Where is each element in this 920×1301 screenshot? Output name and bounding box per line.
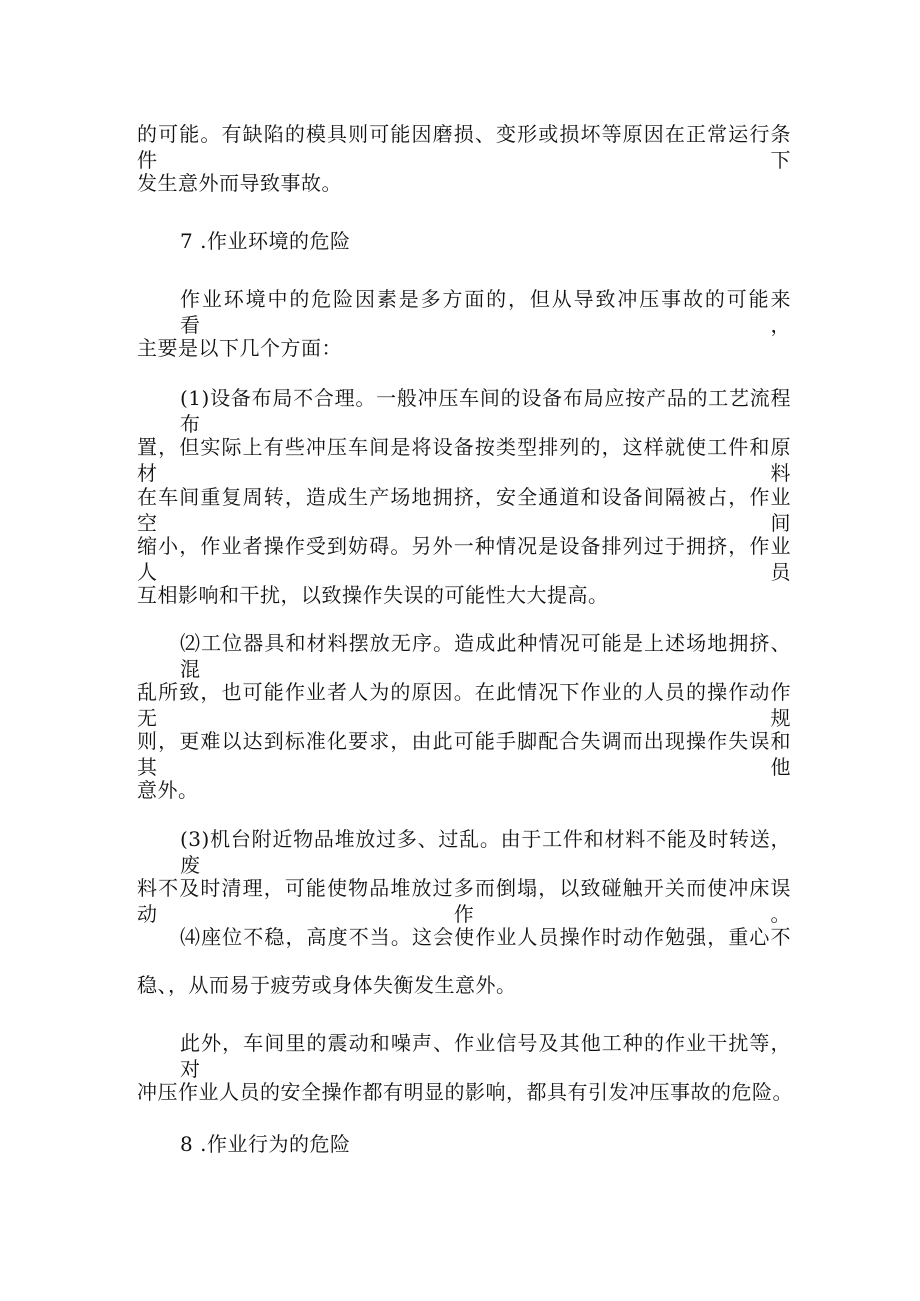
paragraph-line: 主要是以下几个方面： xyxy=(137,336,342,360)
paragraph-line: 互相影响和干扰，以致操作失误的可能性大大提高。 xyxy=(137,583,609,607)
paragraph-line: 意外。 xyxy=(137,778,199,802)
paragraph-line: (3)机台附近物品堆放过多、过乱。由于工件和材料不能及时转送，废 xyxy=(180,827,791,877)
paragraph-line: 发生意外而导致事故。 xyxy=(137,171,342,195)
paragraph-line: 置，但实际上有些冲压车间是将设备按类型排列的，这样就使工件和原材料 xyxy=(137,435,791,485)
paragraph-line: (1)设备布局不合理。一般冲压车间的设备布局应按产品的工艺流程布 xyxy=(180,386,791,436)
paragraph-line: 乱所致，也可能作业者人为的原因。在此情况下作业的人员的操作动作无规 xyxy=(137,680,791,730)
paragraph-line: ⑵工位器具和材料摆放无序。造成此种情况可能是上述场地拥挤、混 xyxy=(180,631,791,681)
paragraph-line: ⑷座位不稳，高度不当。这会使作业人员操作时动作勉强，重心不 xyxy=(180,925,791,949)
section-heading-8: 8 .作业行为的危险 xyxy=(180,1132,351,1156)
paragraph-line: 稳、，从而易于疲劳或身体失衡发生意外。 xyxy=(137,973,517,997)
paragraph-line: 在车间重复周转，造成生产场地拥挤，安全通道和设备间隔被占，作业空间 xyxy=(137,485,791,535)
paragraph-line: 则，更难以达到标准化要求，由此可能手脚配合失调而出现操作失误和其他 xyxy=(137,729,791,779)
paragraph-line: 料不及时清理，可能使物品堆放过多而倒塌，以致碰触开关而使冲床误动作。 xyxy=(137,876,791,926)
paragraph-line: 此外，车间里的震动和噪声、作业信号及其他工种的作业干扰等，对 xyxy=(180,1031,791,1081)
paragraph-line: 作业环境中的危险因素是多方面的，但从导致冲压事故的可能来看， xyxy=(180,287,791,337)
section-heading-7: 7 .作业环境的危险 xyxy=(180,229,351,253)
paragraph-line: 缩小，作业者操作受到妨碍。另外一种情况是设备排列过于拥挤，作业人员 xyxy=(137,534,791,584)
paragraph-line: 的可能。有缺陷的模具则可能因磨损、变形或损坏等原因在正常运行条件下 xyxy=(137,122,791,172)
paragraph-line: 冲压作业人员的安全操作都有明显的影响，都具有引发冲压事故的危险。 xyxy=(137,1080,793,1104)
